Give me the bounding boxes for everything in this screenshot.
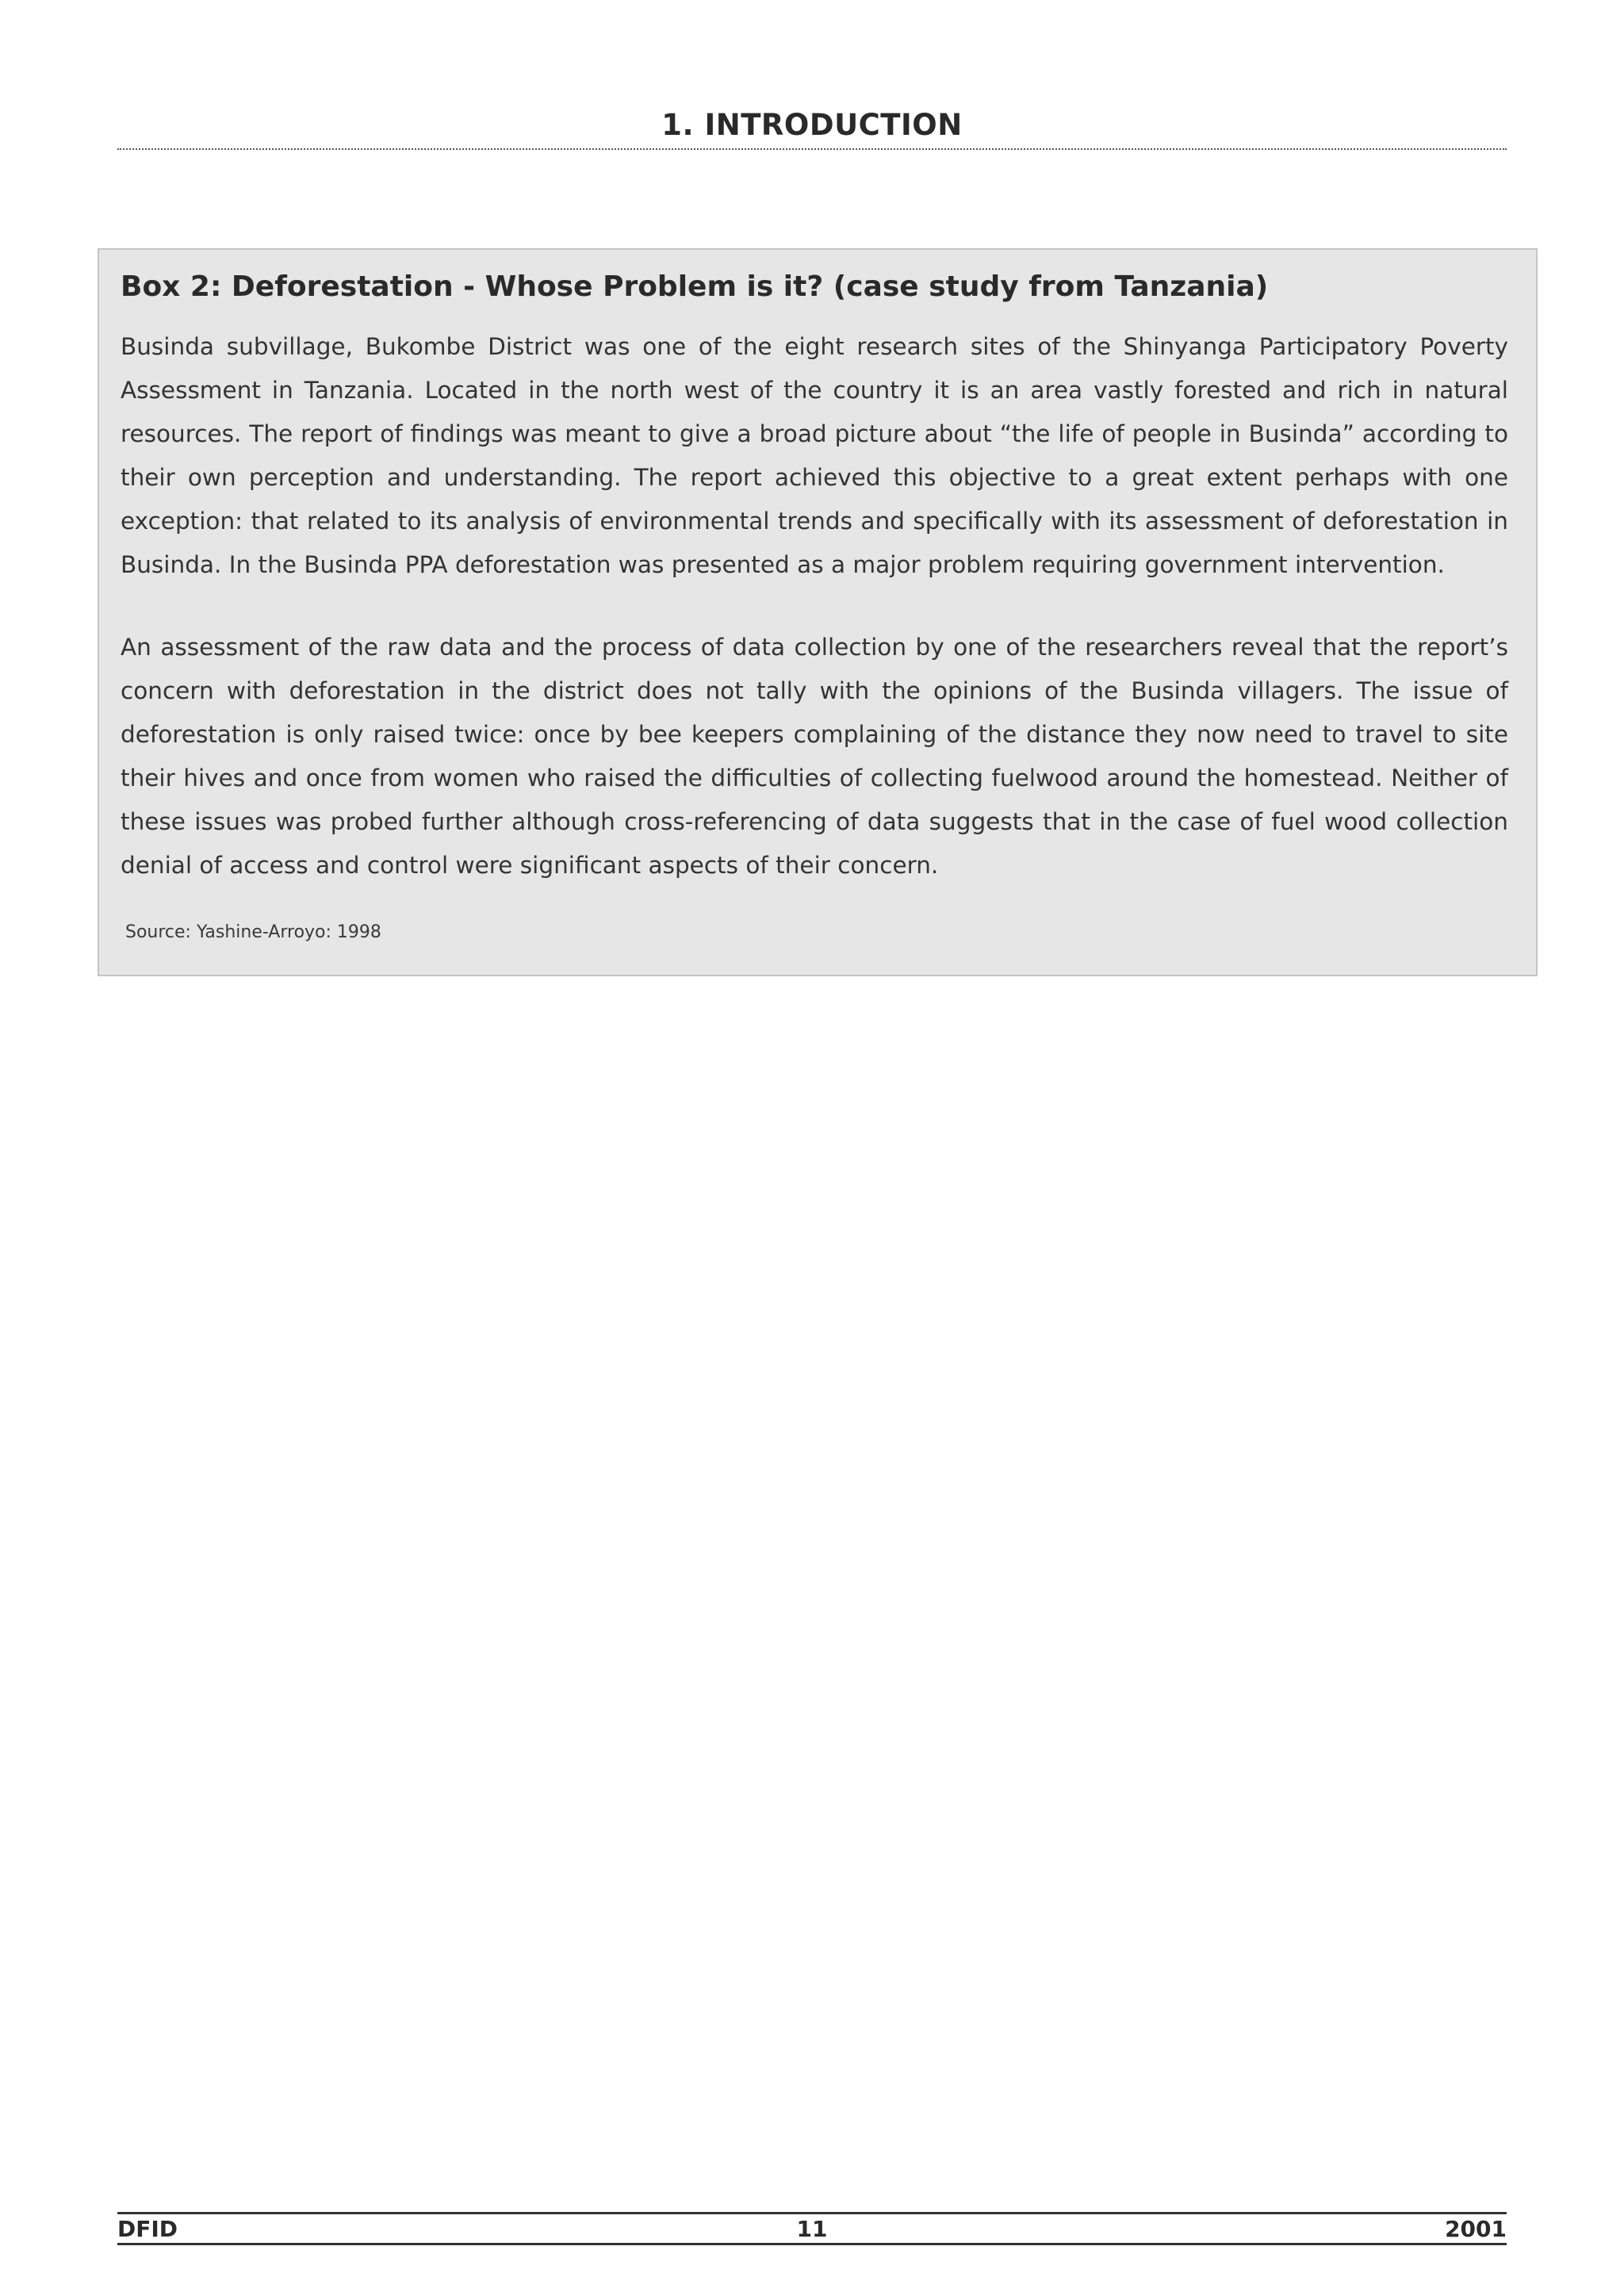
footer-year: 2001 (1445, 2216, 1507, 2242)
page-section-title: 1. INTRODUCTION (661, 108, 963, 142)
footer-organization: DFID (117, 2216, 178, 2242)
case-study-box (98, 248, 1538, 976)
page-footer (117, 2214, 1507, 2243)
footer-divider-bottom (117, 2243, 1507, 2245)
box-paragraph: Businda subvillage, Bukombe District was one of the eight research sites of the Shinyanga Participatory Poverty Assessment in Tanzania. Located in the north west of the country it is an area vastly forested and rich in natural resources. The report of findings was meant to give a broad picture about “the life of people in Businda” according to their own perception and understanding. The report achieved this objective to a great extent perhaps with one exception: that related to its analysis of environmental trends and specifically with its assessment of deforestation in Businda. In the Businda PPA deforestation was presented as a major problem requiring government intervention. (121, 333, 1508, 578)
header-divider (117, 148, 1507, 150)
box-title: Box 2: Deforestation - Whose Problem is it? (case study from Tanzania) (121, 270, 1269, 303)
box-paragraph: An assessment of the raw data and the process of data collection by one of the researchers reveal that the report’s concern with deforestation in the district does not tally with the opinions of the Businda villagers. The issue of deforestation is only raised twice: once by bee keepers complaining of the distance they now need to travel to site their hives and once from women who raised the difficulties of collecting fuelwood around the homestead. Neither of these issues was probed further although cross-referencing of data suggests that in the case of fuel wood collection denial of access and control were significant aspects of their concern. (121, 634, 1508, 879)
footer-page-number: 11 (796, 2216, 828, 2242)
box-source-citation: Source: Yashine-Arroyo: 1998 (125, 922, 381, 942)
